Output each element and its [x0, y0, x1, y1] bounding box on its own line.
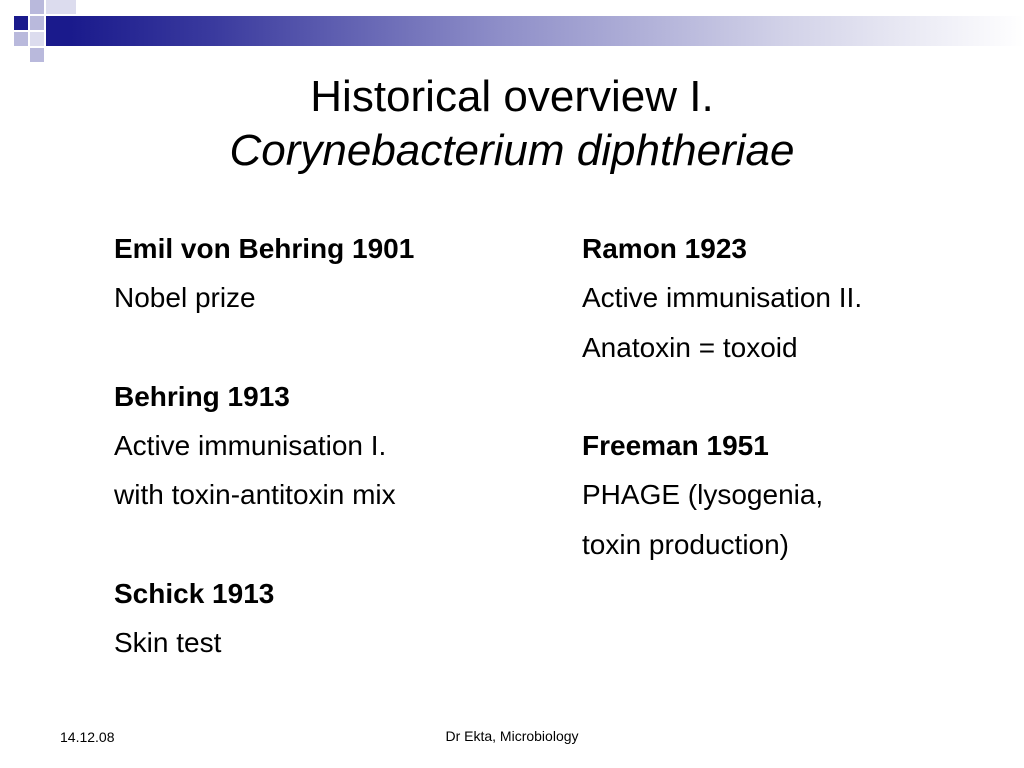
slide-title	[0, 70, 1024, 178]
decor-square	[14, 32, 28, 46]
right-line: Anatoxin = toxoid	[582, 331, 798, 363]
left-line-blank	[114, 520, 554, 569]
left-line: with toxin-antitoxin mix	[114, 479, 396, 511]
decor-square	[14, 16, 28, 30]
decor-square	[30, 48, 44, 62]
right-line: Active immunisation II.	[582, 282, 863, 314]
left-line: Active immunisation I.	[114, 430, 387, 462]
right-line: Ramon 1923	[582, 233, 747, 264]
left-line: Behring 1913	[114, 380, 290, 412]
right-column	[582, 224, 1002, 569]
left-line: Emil von Behring 1901	[114, 233, 415, 264]
decor-square	[46, 0, 76, 14]
decor-square	[30, 32, 44, 46]
right-line: toxin production)	[582, 528, 790, 560]
footer-author: Dr Ekta, Microbiology	[445, 728, 579, 744]
right-line-blank	[582, 372, 1002, 421]
right-line: Freeman 1951	[582, 430, 769, 462]
decor-square	[46, 16, 70, 46]
title-line-2: Corynebacterium diphtheriae	[229, 126, 795, 175]
left-line-blank	[114, 323, 554, 372]
left-line: Schick 1913	[114, 578, 275, 610]
right-line: PHAGE (lysogenia,	[582, 479, 824, 511]
decor-square	[30, 16, 44, 30]
footer-date: 14.12.08	[60, 729, 115, 745]
left-line: Nobel prize	[114, 282, 256, 314]
header-gradient-bar	[70, 16, 1024, 46]
decor-square	[30, 0, 44, 14]
left-column	[114, 224, 554, 668]
left-line: Skin test	[114, 627, 222, 659]
title-line-1: Historical overview I.	[310, 72, 714, 121]
